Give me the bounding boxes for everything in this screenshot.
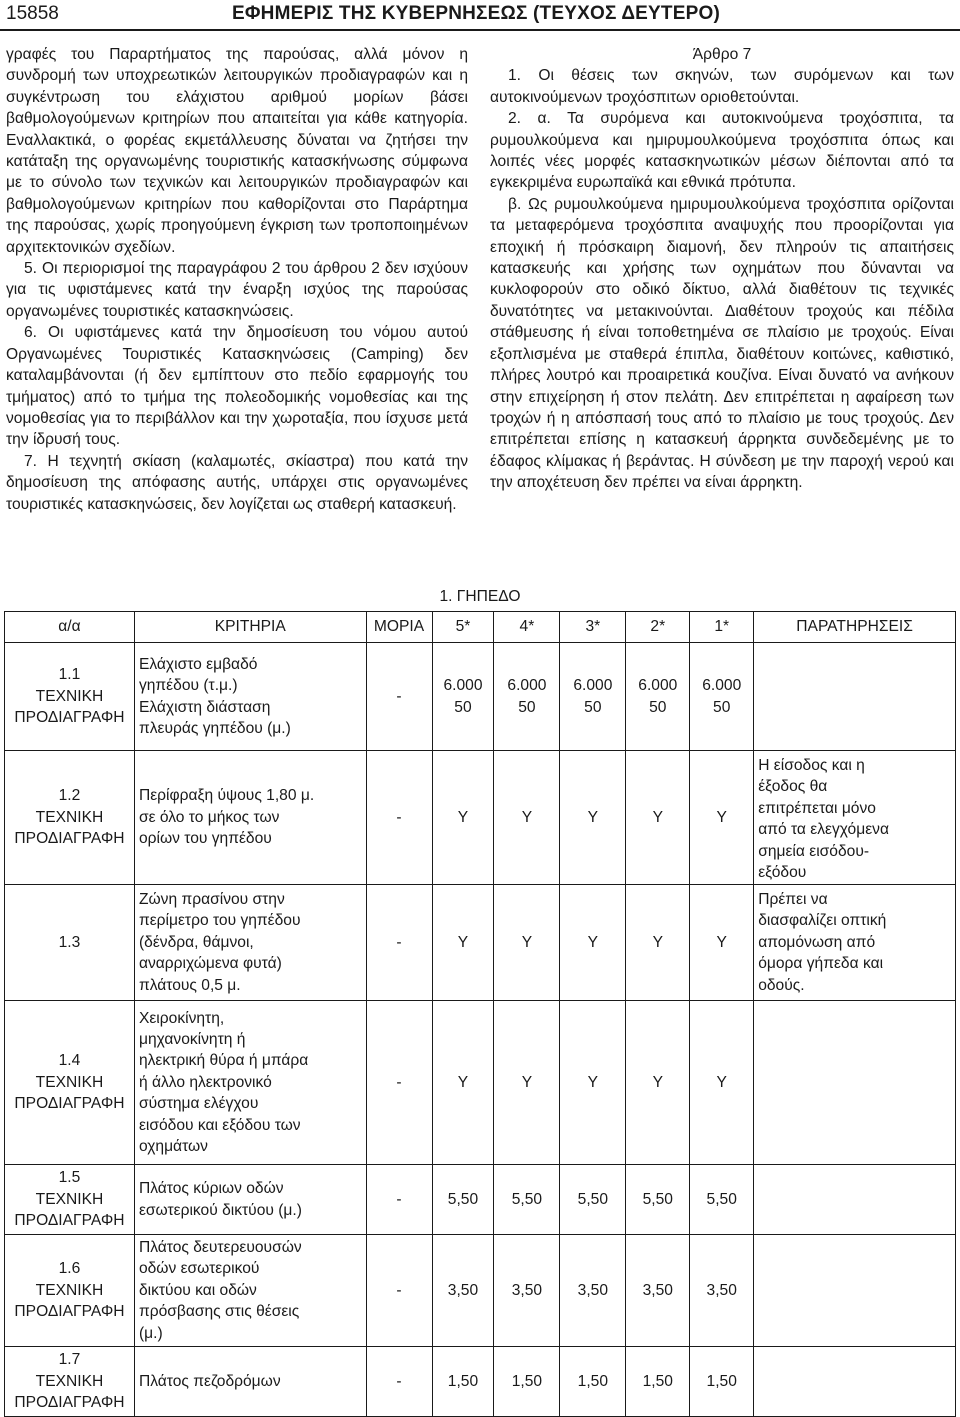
page-header [0,0,960,30]
row-code: 1.4 ΤΕΧΝΙΚΗ ΠΡΟΔΙΑΓΡΑΦΗ [5,1001,135,1165]
row-notes [754,1235,956,1347]
header-cell-points: ΜΟΡΙΑ [366,612,432,643]
row-criteria: Πλάτος κύριων οδών εσωτερικού δικτύου (μ.) [134,1165,366,1235]
row-1-star: Υ [690,1001,754,1165]
header-cell-5-star: 5* [432,612,494,643]
page-number: 15858 [6,3,59,24]
row-points: - [366,643,432,751]
row-code: 1.5 ΤΕΧΝΙΚΗ ΠΡΟΔΙΑΓΡΑΦΗ [5,1165,135,1235]
header-rule [0,29,960,31]
row-points: - [366,1235,432,1347]
row-4-star: 3,50 [494,1235,560,1347]
row-1-star: 5,50 [690,1165,754,1235]
row-points: - [366,1165,432,1235]
row-criteria: Πλάτος πεζοδρόμων [134,1347,366,1417]
row-code: 1.2 ΤΕΧΝΙΚΗ ΠΡΟΔΙΑΓΡΑΦΗ [5,751,135,885]
row-2-star: Υ [626,751,690,885]
right-paragraph-3: β. Ως ρυμουλκούμενα ημιρυμουλκούμενα τροχόσπιτα ορίζονται τα μεταφερόμενα τροχόσπιτα αναψυχής που προορίζονται για εποχική ή πρόσκαιρη διαμονή, δεν πληρούν τις απαιτήσεις κατασκευής και χρήσης των οχημάτων που δύνανται να κυκλοφορούν στο οδικό δίκτυο, αλλά διαθέτουν τις τεχνικές δυνατότητες να μετακινούνται. Διαθέτουν τροχούς και πέδιλα στάθμευσης ή είναι τοποθετημένα σε πλαίσιο με τροχούς. Είναι εξοπλισμένα με σταθερά έπιπλα, διαθέτουν κοιτώνες, καθιστικό, πλήρες λουτρό και προαιρετικά κουζίνα. Είναι δυνατό να ανήκουν στην επιχείρηση ή στον πελάτη. Δεν επιτρέπεται η αφαίρεση των τροχών ή η απόσπασή τους από το πλαίσιο με τους τροχούς. Δεν επιτρέπεται επίσης η κατασκευή άρρηκτα συνδεδεμένης με το έδαφος κλίμακας ή βεράντας. Η σύνδεση με την παροχή νερού και την αποχέτευση δεν πρέπει να είναι άρρηκτη. [490,195,954,492]
row-1-star: Υ [690,885,754,1001]
row-5-star: 6.000 50 [432,643,494,751]
row-points: - [366,1347,432,1417]
row-3-star: Υ [560,1001,626,1165]
row-4-star: Υ [494,751,560,885]
row-5-star: Υ [432,1001,494,1165]
table-row [5,1001,956,1165]
row-5-star: 5,50 [432,1165,494,1235]
left-column [6,44,468,515]
header-cell-notes: ΠΑΡΑΤΗΡΗΣΕΙΣ [754,612,956,643]
row-notes: Πρέπει να διασφαλίζει οπτική απομόνωση από όμορα γήπεδα και οδούς. [754,885,956,1001]
right-paragraph-1: 1. Οι θέσεις των σκηνών, των συρόμενων και των αυτοκινούμενων τροχόσπιτων οριοθετούνται. [490,67,954,106]
table-row [5,1165,956,1235]
row-code: 1.7 ΤΕΧΝΙΚΗ ΠΡΟΔΙΑΓΡΑΦΗ [5,1347,135,1417]
row-5-star: 1,50 [432,1347,494,1417]
row-code: 1.3 [5,885,135,1001]
row-code: 1.1 ΤΕΧΝΙΚΗ ΠΡΟΔΙΑΓΡΑΦΗ [5,643,135,751]
article-heading: Άρθρο 7 [692,46,752,63]
row-notes [754,1001,956,1165]
row-4-star: Υ [494,1001,560,1165]
table-header-row [5,612,956,643]
table-row [5,885,956,1001]
row-criteria: Ελάχιστο εμβαδό γηπέδου (τ.μ.) Ελάχιστη διάσταση πλευράς γηπέδου (μ.) [134,643,366,751]
header-cell-4-star: 4* [494,612,560,643]
row-2-star: Υ [626,885,690,1001]
row-5-star: Υ [432,751,494,885]
row-3-star: 3,50 [560,1235,626,1347]
row-2-star: 6.000 50 [626,643,690,751]
row-5-star: 3,50 [432,1235,494,1347]
row-1-star: 3,50 [690,1235,754,1347]
row-2-star: 1,50 [626,1347,690,1417]
row-3-star: Υ [560,885,626,1001]
row-notes [754,1347,956,1417]
row-4-star: Υ [494,885,560,1001]
row-code: 1.6 ΤΕΧΝΙΚΗ ΠΡΟΔΙΑΓΡΑΦΗ [5,1235,135,1347]
header-cell-2-star: 2* [626,612,690,643]
header-cell-3-star: 3* [560,612,626,643]
criteria-table [4,611,956,1417]
row-points: - [366,751,432,885]
row-criteria: Χειροκίνητη, μηχανοκίνητη ή ηλεκτρική θύρα ή μπάρα ή άλλο ηλεκτρονικό σύστημα ελέγχου εισόδου και εξόδου των οχημάτων [134,1001,366,1165]
row-criteria: Ζώνη πρασίνου στην περίμετρο του γηπέδου (δένδρα, θάμνοι, αναρριχώμενα φυτά) πλάτους 0,5 μ. [134,885,366,1001]
row-criteria: Πλάτος δευτερευουσών οδών εσωτερικού δικτύου και οδών πρόσβασης στις θέσεις (μ.) [134,1235,366,1347]
row-4-star: 5,50 [494,1165,560,1235]
right-paragraph-2: 2. α. Τα συρόμενα και αυτοκινούμενα τροχόσπιτα, τα ρυμουλκούμενα και ημιρυμουλκούμενα τροχόσπιτα όπως και λοιπές νέες μορφές κατασκηνωτικών μέσων διέπονται από τα εγκεκριμένα ευρωπαϊκά και εθνικά πρότυπα. [490,110,954,192]
table-title: 1. ΓΗΠΕΔΟ [439,588,521,605]
row-notes [754,643,956,751]
row-3-star: 5,50 [560,1165,626,1235]
row-2-star: 3,50 [626,1235,690,1347]
row-2-star: Υ [626,1001,690,1165]
header-cell-criteria: ΚΡΙΤΗΡΙΑ [134,612,366,643]
table-row [5,643,956,751]
row-points: - [366,1001,432,1165]
left-paragraph-3: 6. Οι υφιστάμενες κατά την δημοσίευση του νόμου αυτού Οργανωμένες Τουριστικές Κατασκηνώσεις (Camping) δεν καταλαμβάνονται (ή δεν εμπίπτουν στο πεδίο εφαρμογής του τμήματος) από το τμήμα της πολεοδομικής νομοθεσίας και της νομοθεσίας για το περιβάλλον και την χωροταξία, που ίσχυσε μετά την ίδρυσή τους. [6,324,468,449]
row-notes: Η είσοδος και η έξοδος θα επιτρέπεται μόνο από τα ελεγχόμενα σημεία εισόδου- εξόδου [754,751,956,885]
header-cell-index: α/α [5,612,135,643]
row-1-star: 6.000 50 [690,643,754,751]
row-1-star: Υ [690,751,754,885]
left-paragraph-4: 7. Η τεχνητή σκίαση (καλαμωτές, σκίαστρα) που κατά την δημοσίευση της απόφασης αυτής, υπάρχει στις οργανωμένες τουριστικές κατασκηνώσεις, δεν λογίζεται ως σταθερή κατασκευή. [6,452,468,513]
table-row [5,1235,956,1347]
table-row [5,1347,956,1417]
gazette-title: ΕΦΗΜΕΡΙΣ ΤΗΣ ΚΥΒΕΡΝΗΣΕΩΣ (ΤΕΥΧΟΣ ΔΕΥΤΕΡΟ) [232,3,720,24]
row-notes [754,1165,956,1235]
left-paragraph-1: γραφές του Παραρτήματος της παρούσας, αλλά μόνον η συνδρομή των υποχρεωτικών λειτουργικών προδιαγραφών και η συγκέντρωση του ελάχιστου αριθμού μορίων βάσει βαθμολογούμενων κριτηρίων που απαιτείται για κάθε κατηγορία. Εναλλακτικά, ο φορέας εκμετάλλευσης δύναται να ζητήσει την κατάταξη της οργανωμένης τουριστικής κατασκήνωσης σύμφωνα με το σύνολο των τεχνικών και λειτουργικών προδιαγραφών και βαθμολογούμενων κριτηρίων που καθορίζονται στο Παράρτημα της παρούσας, χωρίς προηγούμενη έγκριση των τροποποιημένων αρχιτεκτονικών σχεδίων. [6,46,468,256]
row-3-star: 1,50 [560,1347,626,1417]
row-points: - [366,885,432,1001]
header-cell-1-star: 1* [690,612,754,643]
table-row [5,751,956,885]
row-5-star: Υ [432,885,494,1001]
row-3-star: 6.000 50 [560,643,626,751]
right-column [490,44,954,494]
row-criteria: Περίφραξη ύψους 1,80 μ. σε όλο το μήκος των ορίων του γηπέδου [134,751,366,885]
row-2-star: 5,50 [626,1165,690,1235]
row-3-star: Υ [560,751,626,885]
row-1-star: 1,50 [690,1347,754,1417]
row-4-star: 6.000 50 [494,643,560,751]
left-paragraph-2: 5. Οι περιορισμοί της παραγράφου 2 του άρθρου 2 δεν ισχύουν για τις υφιστάμενες κατά την έναρξη ισχύος της παρούσας οργανωμένες τουριστικές κατασκηνώσεις. [6,260,468,320]
row-4-star: 1,50 [494,1347,560,1417]
